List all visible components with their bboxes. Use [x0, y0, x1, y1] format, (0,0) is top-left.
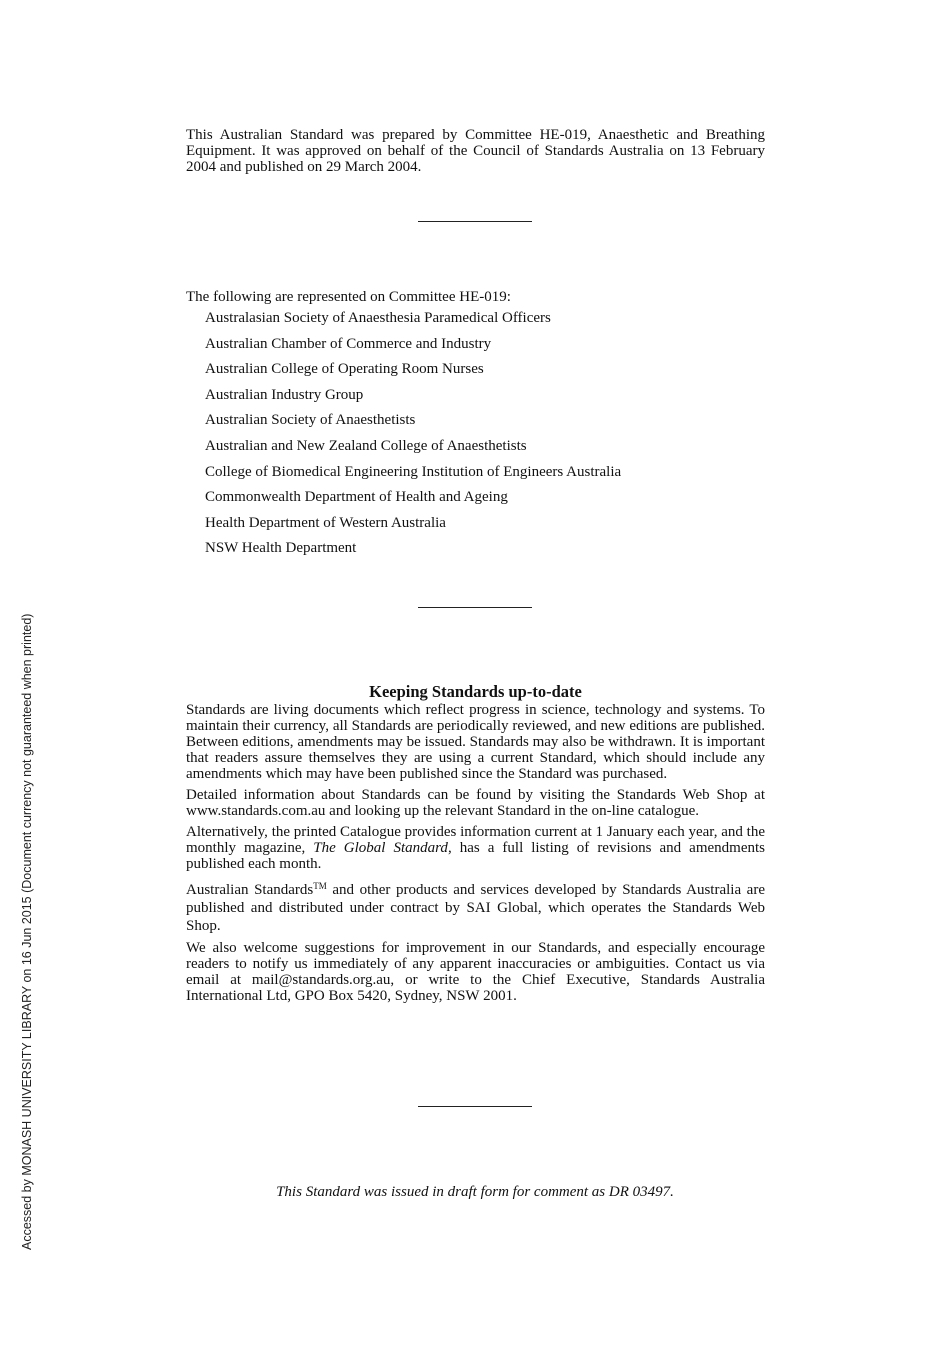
committee-member: Australian and New Zealand College of Anaesthetists	[205, 437, 527, 454]
committee-member: NSW Health Department	[205, 540, 357, 557]
paragraph-feedback: We also welcome suggestions for improvement in our Standards, and especially encourage readers to notify us immediately of any apparent inaccuracies or ambiguities. Contact us via email at mail@standards.org.au, or write to the Chief Executive, Standards Australia International Ltd, GPO Box 5420, Sydney, NSW 2001.	[186, 940, 765, 1004]
committee-member: Australian Chamber of Commerce and Industry	[205, 335, 492, 352]
access-watermark: Accessed by MONASH UNIVERSITY LIBRARY on 16 Jun 2015 (Document currency not guaranteed when printed)	[20, 613, 34, 1250]
keeping-up-to-date-section	[186, 682, 765, 1004]
divider-rule-2	[418, 607, 532, 608]
catalogue-text-end: , has a full listing of revisions and amendments published each month.	[186, 840, 765, 872]
paragraph-web-shop: Detailed information about Standards can be found by visiting the Standards Web Shop at www.standards.com.au and looking up the relevant Standard in the on-line catalogue.	[186, 787, 765, 819]
committee-member: Commonwealth Department of Health and Ageing	[205, 489, 508, 506]
committee-member: Australian Society of Anaesthetists	[205, 412, 416, 429]
committee-member: Australasian Society of Anaesthesia Paramedical Officers	[205, 310, 551, 326]
intro-section	[186, 127, 765, 175]
sai-text-start: Australian Standards	[186, 882, 314, 898]
committee-member: Health Department of Western Australia	[205, 514, 446, 531]
committee-lead: The following are represented on Committee HE-019:	[186, 289, 511, 305]
committee-member-list	[186, 306, 765, 562]
committee-member: Australian Industry Group	[205, 386, 364, 403]
sai-text-end: and other products and services developed by Standards Australia are published and distributed under contract by SAI Global, which operates the Standards Web Shop.	[186, 882, 765, 934]
divider-rule-1	[418, 221, 532, 222]
magazine-title: The Global Standard	[313, 840, 448, 856]
committee-section	[186, 288, 765, 562]
catalogue-text-start: Alternatively, the printed Catalogue provides information current at 1 January each year, and the monthly magazine,	[186, 824, 765, 856]
divider-rule-3	[418, 1106, 532, 1107]
draft-footnote: This Standard was issued in draft form for comment as DR 03497.	[276, 1184, 674, 1200]
section-heading: Keeping Standards up-to-date	[369, 682, 582, 701]
paragraph-catalogue	[186, 824, 765, 872]
paragraph-sai-global	[186, 877, 765, 935]
intro-paragraph: This Australian Standard was prepared by Committee HE-019, Anaesthetic and Breathing Equipment. It was approved on behalf of the Council of Standards Australia on 13 February 2004 and published on 29 March 2004.	[186, 127, 765, 175]
committee-member: Australian College of Operating Room Nurses	[205, 361, 484, 378]
committee-member: College of Biomedical Engineering Institution of Engineers Australia	[205, 463, 622, 480]
paragraph-living-documents: Standards are living documents which reflect progress in science, technology and systems. To maintain their currency, all Standards are periodically reviewed, and new editions are published. Between editions, amendments may be issued. Standards may also be withdrawn. It is important that readers assure themselves they are using a current Standard, which should include any amendments which may have been published since the Standard was purchased.	[186, 702, 765, 782]
trademark-mark: TM	[313, 881, 327, 891]
